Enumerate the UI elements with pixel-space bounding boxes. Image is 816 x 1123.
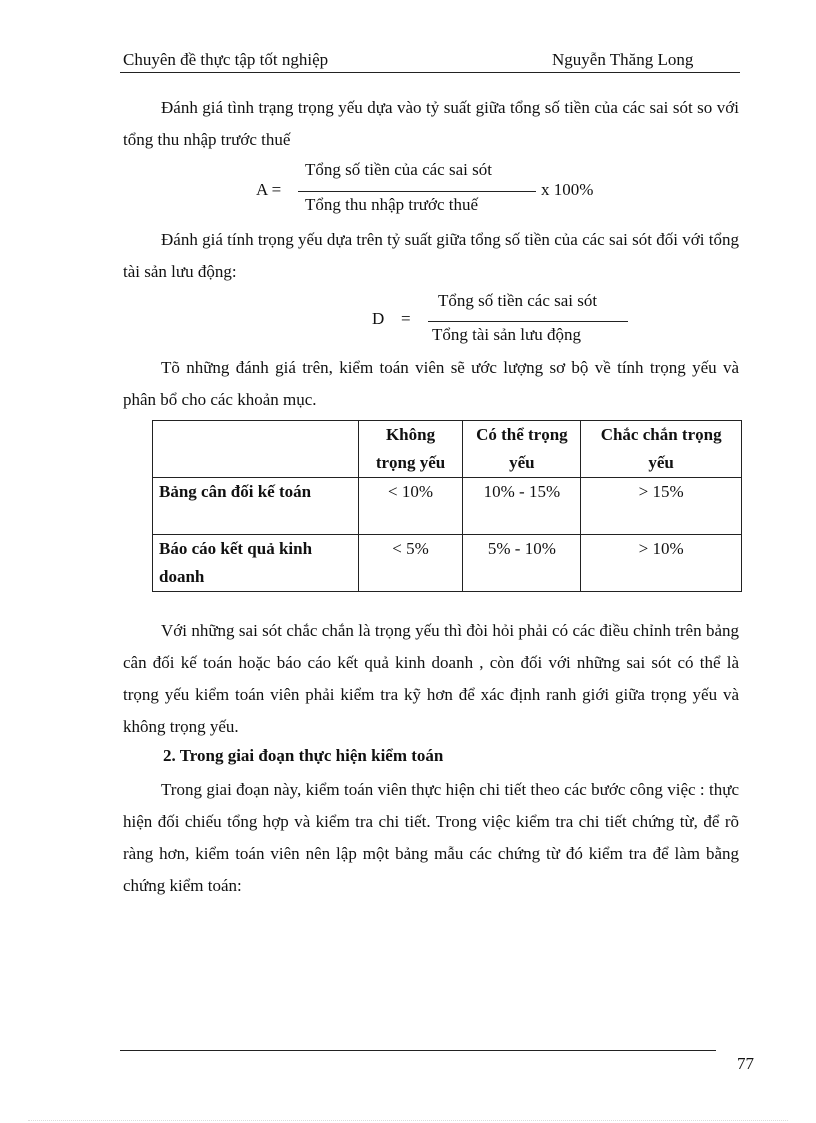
section-heading: 2. Trong giai đoạn thực hiện kiểm toán (163, 746, 444, 765)
table-header-cell: Không trọng yếu (358, 421, 463, 478)
page-bottom-border (28, 1120, 788, 1121)
table-cell: < 5% (358, 535, 463, 592)
formula-a-denominator: Tổng thu nhập trước thuế (305, 195, 479, 214)
formula-a-fraction-bar (298, 191, 536, 192)
table-header-row (153, 421, 742, 478)
footer-rule (120, 1050, 716, 1051)
paragraph-4: Với những sai sót chắc chắn là trọng yếu thì đòi hỏi phải có các điều chỉnh trên bảng cân đối kế toán hoặc báo cáo kết quả kinh doanh , còn đối với những sai sót có thể là trọng yếu kiểm toán viên phải kiểm tra kỹ hơn để xác định ranh giới giữa trọng yếu và không trọng yếu. (123, 621, 739, 736)
paragraph-5: Trong giai đoạn này, kiểm toán viên thực hiện chi tiết theo các bước công việc : thực hiện đối chiếu tổng hợp và kiểm tra chi tiết. Trong việc kiểm tra chi tiết chứng từ, để rõ ràng hơn, kiểm toán viên nên lập một bảng mẫu các chứng từ đó kiểm tra để làm bằng chứng kiểm toán: (123, 780, 739, 895)
table-row (153, 535, 742, 592)
table-cell: < 10% (358, 478, 463, 535)
formula-d-equals: = (401, 309, 411, 328)
paragraph-3: Tõ những đánh giá trên, kiểm toán viên sẽ ước lượng sơ bộ về tính trọng yếu và phân bổ cho các khoản mục. (123, 358, 739, 409)
formula-a-label: A = (256, 180, 282, 199)
table-row-label: Báo cáo kết quả kinh doanh (153, 535, 359, 592)
table-row (153, 478, 742, 535)
header-left-title: Chuyên đề thực tập tốt nghiệp (123, 50, 329, 69)
header-author: Nguyễn Thăng Long (552, 50, 694, 69)
header-rule (120, 72, 740, 73)
table-header-cell: Có thể trọng yếu (463, 421, 581, 478)
table-cell: 10% - 15% (463, 478, 581, 535)
formula-a-numerator: Tổng số tiền của các sai sót (305, 160, 492, 179)
table-row-label: Bảng cân đối kế toán (153, 478, 359, 535)
formula-d-numerator: Tổng số tiền các sai sót (438, 291, 598, 310)
table-cell: 5% - 10% (463, 535, 581, 592)
formula-d-fraction-bar (428, 321, 628, 322)
page-number: 77 (737, 1054, 754, 1073)
formula-d-label: D (372, 309, 385, 328)
table-header-cell (153, 421, 359, 478)
materiality-table (152, 420, 742, 592)
formula-a-multiplier: x 100% (541, 180, 594, 199)
table-header-cell: Chắc chắn trọng yếu (581, 421, 742, 478)
table-cell: > 15% (581, 478, 742, 535)
formula-d-denominator: Tổng tài sản lưu động (432, 325, 581, 344)
paragraph-2: Đánh giá tính trọng yếu dựa trên tỷ suất giữa tổng số tiền của các sai sót đối với tổng tài sản lưu động: (123, 230, 739, 281)
table-cell: > 10% (581, 535, 742, 592)
paragraph-1: Đánh giá tình trạng trọng yếu dựa vào tỷ suất giữa tổng số tiền của các sai sót so với tổng thu nhập trước thuế (123, 98, 739, 149)
